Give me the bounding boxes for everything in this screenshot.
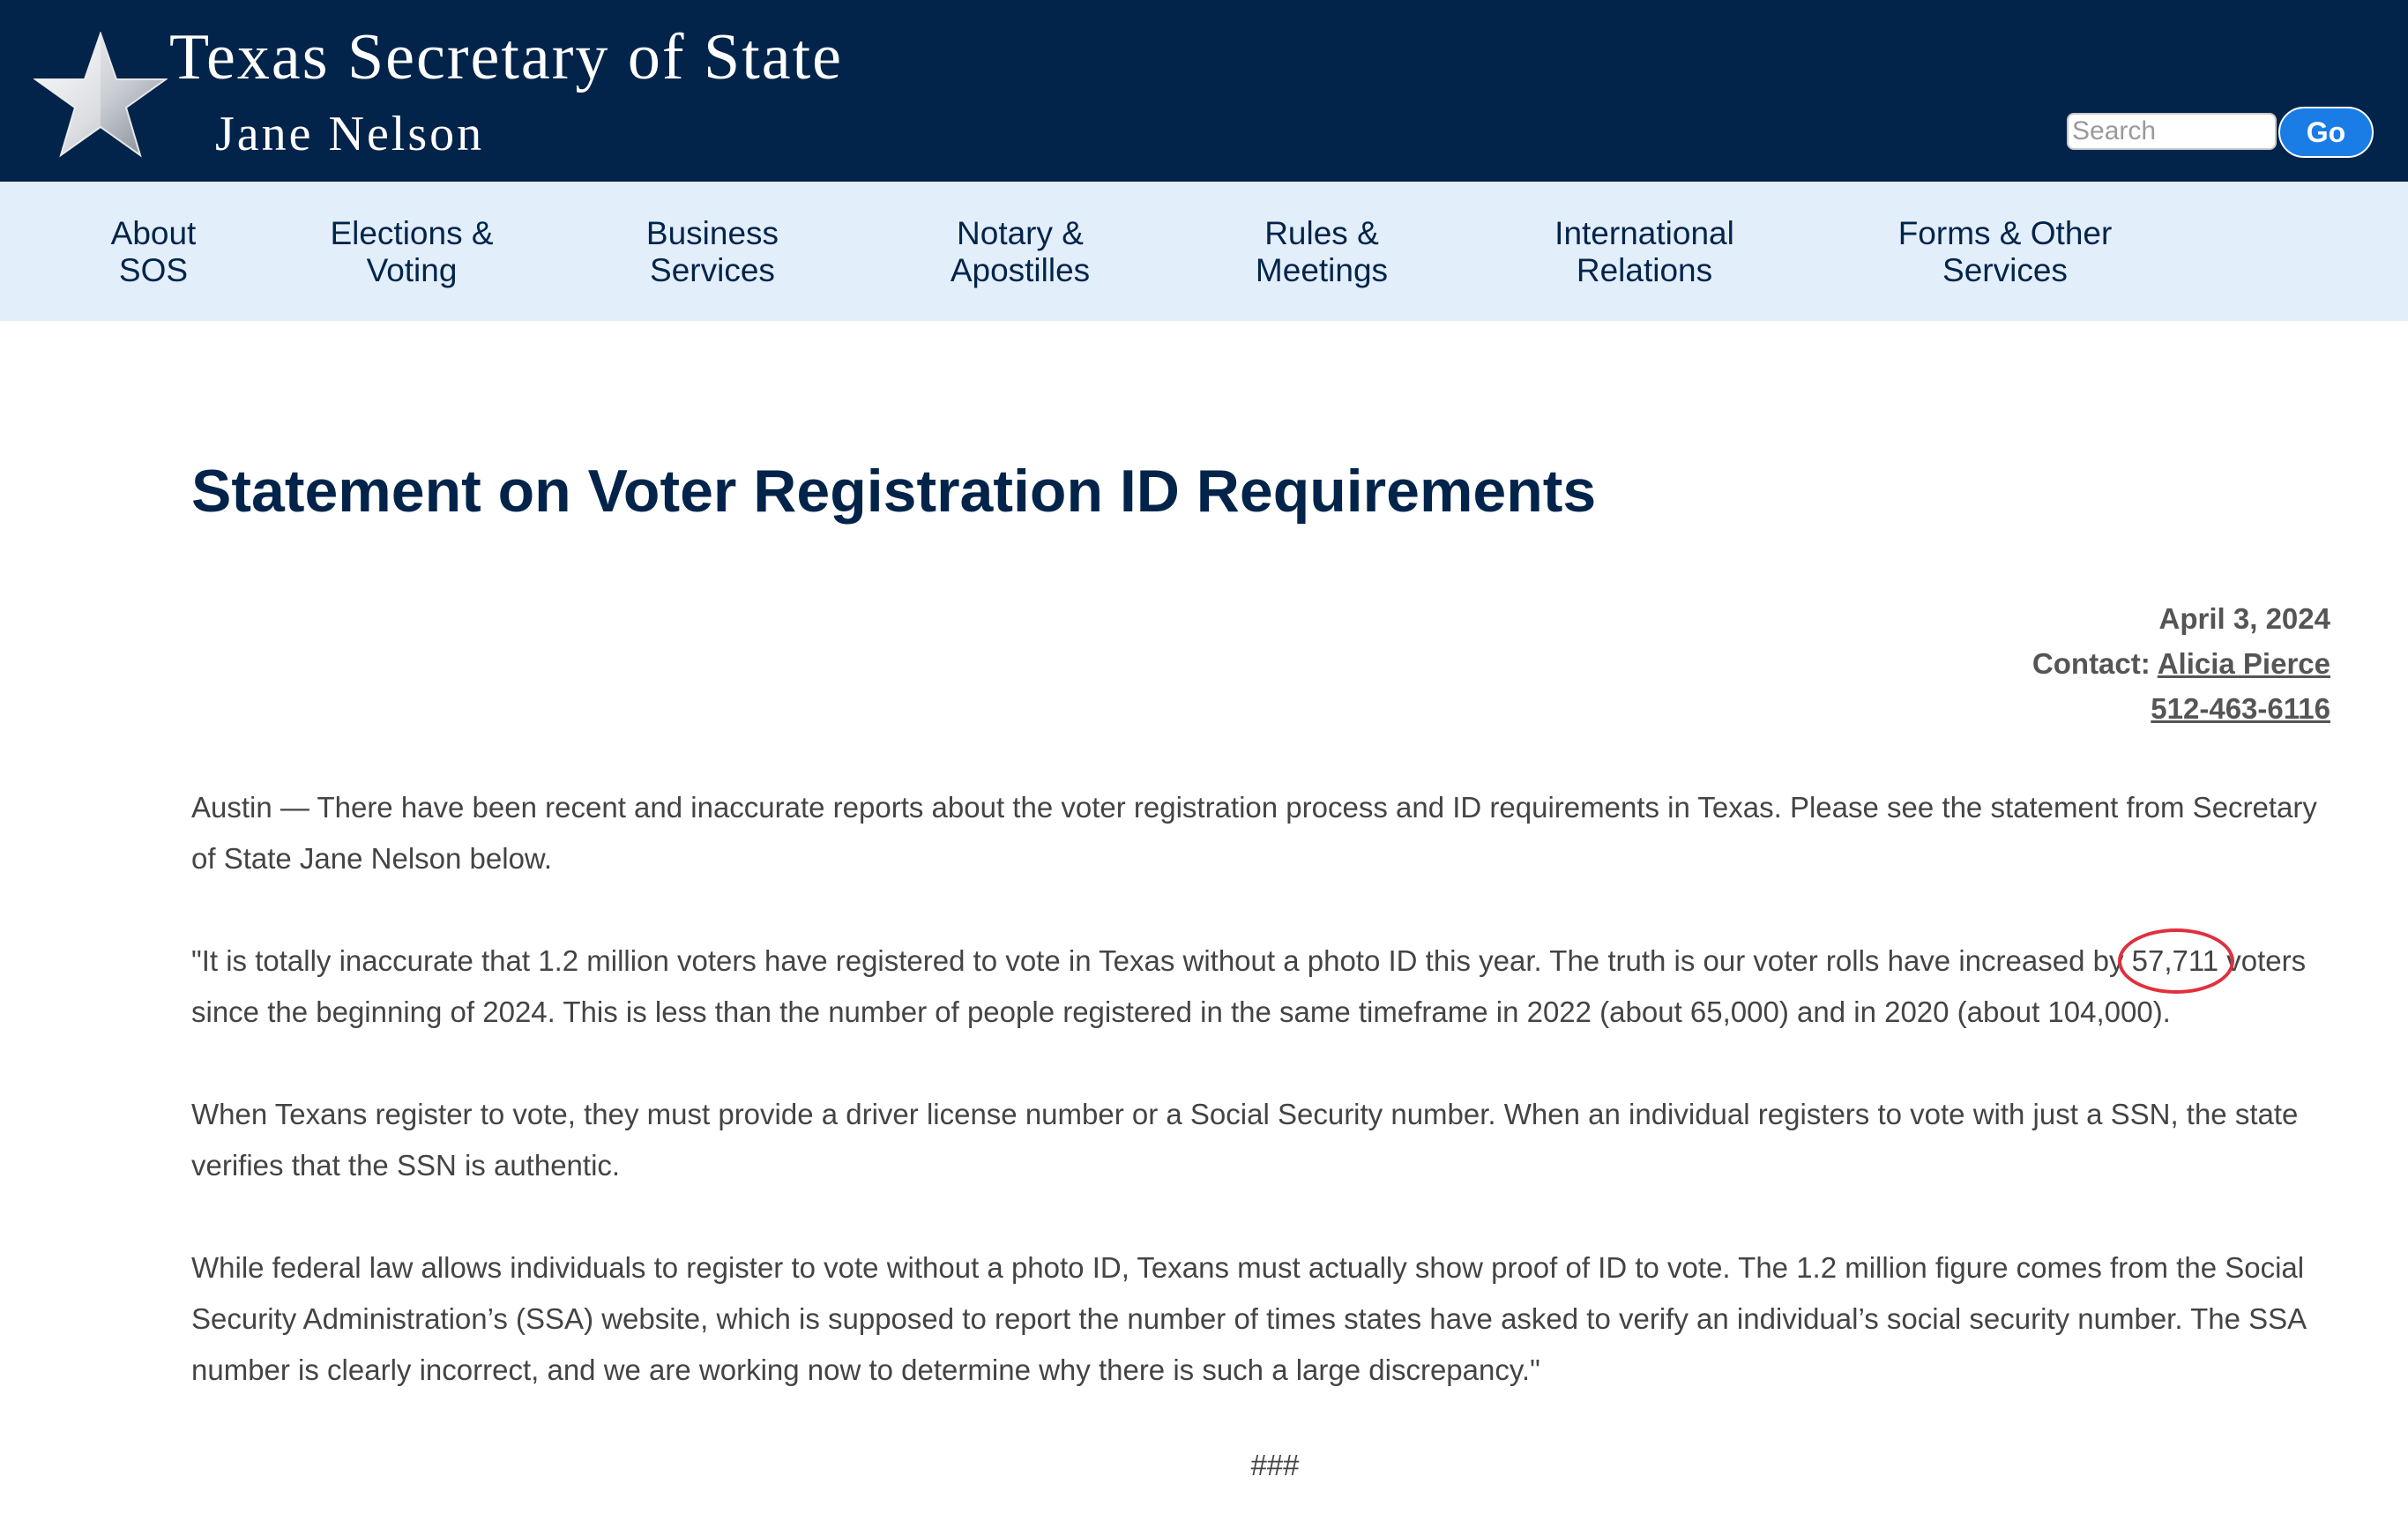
nav-item-elections-voting[interactable] bbox=[330, 215, 493, 289]
nav-item-label: Voting bbox=[366, 252, 458, 288]
contact-name-link[interactable]: Alicia Pierce bbox=[2157, 647, 2330, 680]
nav-item-international-relations[interactable] bbox=[1554, 215, 1734, 289]
star-icon bbox=[34, 32, 168, 160]
nav-item-label: Relations bbox=[1576, 252, 1713, 288]
nav-item-label: Meetings bbox=[1255, 252, 1389, 288]
nav-item-notary-apostilles[interactable] bbox=[951, 215, 1090, 289]
nav-item-label: International bbox=[1554, 215, 1734, 251]
nav-item-rules-meetings[interactable] bbox=[1256, 215, 1388, 289]
page-title: Statement on Voter Registration ID Requirements bbox=[191, 458, 1597, 525]
nav-item-forms-other-services[interactable] bbox=[1898, 215, 2113, 289]
site-title[interactable]: Texas Secretary of State bbox=[169, 21, 844, 93]
main-nav bbox=[0, 182, 2408, 321]
contact-line bbox=[2032, 641, 2330, 686]
nav-item-label: Apostilles bbox=[950, 252, 1091, 288]
nav-item-label: Forms & Other bbox=[1897, 215, 2113, 251]
search-go-button[interactable]: Go bbox=[2278, 107, 2374, 158]
end-of-release-mark: ### bbox=[1250, 1449, 1300, 1481]
contact-phone-link[interactable]: 512-463-6116 bbox=[2151, 692, 2330, 725]
paragraph-text: "It is totally inaccurate that 1.2 million voters have registered to vote in Texas without a photo ID this year. The truth is our voter rolls have increased by bbox=[191, 944, 2132, 977]
nav-item-label: About bbox=[110, 215, 197, 251]
nav-item-business-services[interactable] bbox=[646, 215, 779, 289]
contact-phone-line bbox=[2032, 686, 2330, 731]
site-subtitle[interactable]: Jane Nelson bbox=[215, 107, 485, 161]
article-paragraph-3: When Texans register to vote, they must provide a driver license number or a Social Security number. When an individual registers to vote with just a SSN, the state verifies that the SSN is authentic. bbox=[191, 1098, 2299, 1182]
nav-item-label: Elections & bbox=[330, 215, 494, 251]
article-paragraph-1: Austin — There have been recent and inaccurate reports about the voter registration process and ID requirements in Texas. Please see the statement from Secretary of State Jane Nelson below. bbox=[191, 791, 2317, 875]
paragraph-text: voters since the beginning of 2024. This is less than the number of people registered in the same timeframe in 2022 (about 65,000) and in 2020 (about 104,000). bbox=[191, 944, 2307, 1028]
nav-item-label: SOS bbox=[118, 252, 189, 288]
nav-item-label: Services bbox=[650, 252, 775, 288]
article-paragraph-2 bbox=[191, 936, 2343, 1038]
nav-item-about-sos[interactable] bbox=[111, 215, 197, 289]
circled-number-annotation: 57,711 bbox=[2132, 936, 2218, 987]
nav-item-label: Rules & bbox=[1264, 215, 1379, 251]
nav-item-label: Notary & bbox=[957, 215, 1084, 251]
site-header bbox=[0, 0, 2408, 182]
nav-item-label: Business bbox=[645, 215, 779, 251]
contact-block bbox=[2032, 596, 2330, 731]
nav-item-label: Services bbox=[1942, 252, 2068, 288]
contact-label: Contact: bbox=[2032, 647, 2151, 680]
article-paragraph-4: While federal law allows individuals to register to vote without a photo ID, Texans must actually show proof of ID to vote. The 1.2 million figure comes from the Social Security Administration’s (SSA) website, which is supposed to report the number of times states have asked to verify an individual’s social security number. The SSA number is clearly incorrect, and we are working now to determine why there is such a large discrepancy." bbox=[191, 1251, 2306, 1386]
press-release-date: April 3, 2024 bbox=[2158, 602, 2330, 635]
search-input[interactable] bbox=[2067, 113, 2277, 150]
